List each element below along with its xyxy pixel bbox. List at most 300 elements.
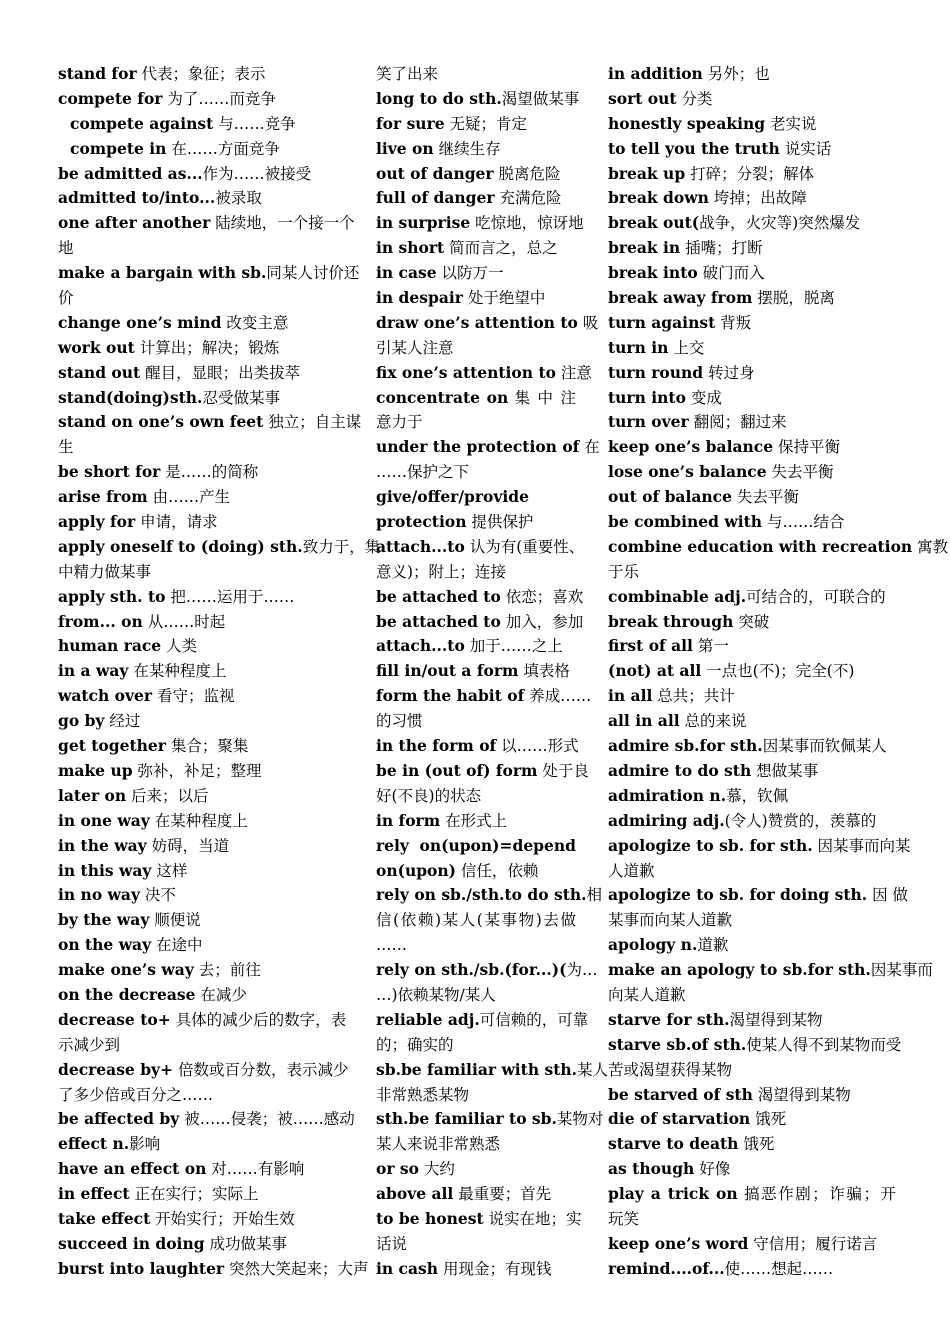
entry-meaning: 第一 bbox=[692, 637, 729, 656]
entry-meaning: 决不 bbox=[139, 886, 176, 905]
entry-phrase: make up bbox=[58, 760, 133, 780]
entry-phrase: be affected by bbox=[58, 1109, 180, 1129]
entry-line bbox=[608, 460, 896, 485]
entry-meaning: …… bbox=[376, 936, 407, 955]
entry-meaning: 成功做某事 bbox=[204, 1234, 287, 1253]
entry-meaning: 打碎；分裂；解体 bbox=[685, 164, 815, 183]
entry-line bbox=[608, 634, 896, 659]
entry-phrase: break up bbox=[608, 163, 686, 183]
entry-phrase: long to do sth. bbox=[376, 88, 502, 108]
entry-phrase: apply oneself to (doing) sth. bbox=[58, 536, 303, 556]
entry-line bbox=[376, 759, 589, 784]
entry-line bbox=[58, 510, 344, 535]
entry-line bbox=[376, 1232, 576, 1257]
column-3 bbox=[608, 62, 949, 1282]
entry-line bbox=[608, 311, 896, 336]
entry-meaning: 某人来说非常熟悉 bbox=[376, 1135, 501, 1154]
entry-line bbox=[376, 684, 592, 709]
entry-phrase: turn into bbox=[608, 387, 686, 407]
entry-meaning: 分类 bbox=[676, 89, 713, 108]
entry-meaning: ……保护之下 bbox=[376, 463, 470, 482]
entry-meaning: 保持平衡 bbox=[773, 438, 841, 457]
entry-phrase: take effect bbox=[58, 1208, 151, 1228]
entry-phrase: in a way bbox=[58, 661, 129, 681]
entry-meaning: 的习惯 bbox=[376, 712, 423, 731]
entry-line bbox=[376, 137, 576, 162]
entry-line bbox=[608, 585, 896, 610]
entry-line bbox=[58, 784, 344, 809]
entry-meaning: 致力于，集 bbox=[302, 537, 381, 556]
entry-meaning: 提供保护 bbox=[466, 513, 534, 532]
entry-line bbox=[58, 1058, 349, 1083]
entry-line bbox=[608, 958, 933, 983]
entry-meaning: 作为……被接受 bbox=[202, 164, 312, 183]
entry-meaning: (令人)赞赏的，羡慕的 bbox=[724, 811, 877, 830]
entry-meaning: 因某事而 bbox=[870, 961, 933, 980]
entry-meaning: 价 bbox=[58, 289, 74, 308]
entry-phrase: compete for bbox=[58, 88, 163, 108]
entry-line bbox=[58, 734, 344, 759]
entry-meaning: 在形式上 bbox=[440, 811, 508, 830]
entry-line bbox=[376, 1083, 576, 1108]
entry-meaning: 搞恶作剧；诈骗；开 bbox=[737, 1185, 896, 1204]
entry-meaning: 老实说 bbox=[765, 114, 817, 133]
entry-line bbox=[608, 87, 896, 112]
entry-line bbox=[376, 1257, 576, 1282]
entry-line bbox=[376, 784, 576, 809]
entry-phrase: remind....of... bbox=[608, 1258, 725, 1278]
entry-line bbox=[376, 311, 599, 336]
entry-meaning: 摆脱，脱离 bbox=[752, 289, 835, 308]
entry-phrase: draw one’s attention to bbox=[376, 312, 578, 332]
entry-phrase: change one’s mind bbox=[58, 312, 222, 332]
entry-meaning: 说实话 bbox=[779, 139, 832, 158]
entry-meaning: 示减少到 bbox=[58, 1035, 121, 1054]
entry-phrase: break down bbox=[608, 188, 709, 208]
entry-meaning: 破门而入 bbox=[697, 264, 765, 283]
entry-meaning: 对……有影响 bbox=[206, 1160, 305, 1179]
entry-line bbox=[58, 211, 355, 236]
entry-line bbox=[58, 560, 344, 585]
entry-line bbox=[58, 1107, 355, 1132]
entry-phrase: in the way bbox=[58, 835, 147, 855]
entry-line bbox=[376, 908, 576, 933]
entry-meaning: 战争，火灾等)突然爆发 bbox=[699, 214, 861, 233]
entry-phrase: break away from bbox=[608, 288, 753, 308]
entry-phrase: (not) at all bbox=[608, 661, 702, 681]
entry-meaning: 计算出；解决；锻炼 bbox=[134, 338, 280, 357]
entry-meaning: 处于良 bbox=[537, 761, 589, 780]
entry-line bbox=[58, 186, 344, 211]
entry-phrase: on(upon) bbox=[376, 860, 456, 880]
entry-phrase: for sure bbox=[376, 113, 445, 133]
entry-line bbox=[608, 1232, 896, 1257]
entry-line bbox=[608, 510, 896, 535]
entry-phrase: turn in bbox=[608, 337, 669, 357]
entry-meaning: 同某人讨价还 bbox=[266, 264, 360, 283]
entry-phrase: in the form of bbox=[376, 736, 497, 756]
entry-line bbox=[58, 908, 344, 933]
entry-line bbox=[376, 1182, 576, 1207]
column-1 bbox=[58, 62, 381, 1282]
entry-meaning: 总的来说 bbox=[679, 712, 747, 731]
entry-meaning: 申请，请求 bbox=[135, 513, 218, 532]
entry-line bbox=[58, 410, 362, 435]
entry-phrase: turn round bbox=[608, 362, 704, 382]
entry-phrase: in this way bbox=[58, 860, 152, 880]
entry-line bbox=[376, 958, 598, 983]
entry-meaning: 意力于 bbox=[376, 413, 423, 432]
entry-line bbox=[608, 435, 896, 460]
entry-phrase: reliable adj. bbox=[376, 1009, 480, 1029]
entry-phrase: turn against bbox=[608, 312, 716, 332]
entry-meaning: 使……想起…… bbox=[724, 1259, 834, 1278]
entry-meaning: 这样 bbox=[151, 861, 188, 880]
entry-line bbox=[376, 186, 576, 211]
entry-line bbox=[608, 1107, 896, 1132]
entry-phrase: on the way bbox=[58, 935, 152, 955]
entry-meaning: 吸 bbox=[577, 313, 599, 332]
entry-meaning: 苦或渴望获得某物 bbox=[608, 1060, 733, 1079]
entry-meaning: 背叛 bbox=[715, 313, 752, 332]
entry-phrase: attach...to bbox=[376, 636, 465, 656]
entry-phrase: succeed in doing bbox=[58, 1233, 205, 1253]
entry-line bbox=[58, 162, 344, 187]
entry-meaning: 某事而向某人道歉 bbox=[608, 911, 733, 930]
entry-meaning: 的；确实的 bbox=[376, 1035, 454, 1054]
entry-phrase: sth.be familiar to sb. bbox=[376, 1109, 557, 1129]
entry-phrase: be combined with bbox=[608, 512, 763, 532]
entry-meaning: 上交 bbox=[668, 338, 705, 357]
entry-line bbox=[608, 834, 911, 859]
entry-phrase: keep one’s word bbox=[608, 1233, 749, 1253]
entry-meaning: 信(依赖)某人(某事物)去做 bbox=[376, 911, 576, 930]
entry-line bbox=[376, 859, 576, 884]
entry-line bbox=[376, 87, 580, 112]
entry-meaning: 守信用；履行诺言 bbox=[748, 1234, 878, 1253]
entry-phrase: be admitted as... bbox=[58, 163, 203, 183]
entry-phrase: decrease by+ bbox=[58, 1059, 174, 1079]
entry-meaning: 由……产生 bbox=[147, 488, 231, 507]
entry-line bbox=[608, 386, 896, 411]
entry-phrase: one after another bbox=[58, 213, 211, 233]
entry-phrase: in no way bbox=[58, 885, 140, 905]
entry-line bbox=[376, 933, 576, 958]
entry-phrase: break out( bbox=[608, 213, 700, 233]
entry-meaning: 可信赖的，可靠 bbox=[479, 1010, 589, 1029]
entry-line bbox=[376, 410, 576, 435]
entry-line bbox=[376, 211, 584, 236]
entry-line bbox=[608, 410, 896, 435]
entry-meaning: 想做某事 bbox=[751, 761, 819, 780]
entry-meaning: 充满危险 bbox=[494, 189, 562, 208]
entry-meaning: 正在实行；实际上 bbox=[129, 1185, 259, 1204]
entry-meaning: 渴望得到某物 bbox=[752, 1085, 851, 1104]
entry-line bbox=[608, 684, 896, 709]
entry-meaning: 地 bbox=[58, 239, 74, 258]
entry-line bbox=[376, 286, 576, 311]
entry-meaning: 话说 bbox=[376, 1234, 408, 1253]
entry-line bbox=[58, 1033, 344, 1058]
entry-phrase: turn over bbox=[608, 412, 689, 432]
entry-phrase: out of danger bbox=[376, 163, 494, 183]
entry-phrase: apologize to sb. for doing sth. bbox=[608, 885, 868, 905]
entry-meaning: 醒目，显眼；出类拔萃 bbox=[140, 363, 301, 382]
entry-line bbox=[376, 361, 592, 386]
entry-phrase: sb.be familiar with sth. bbox=[376, 1059, 578, 1079]
entry-meaning: 慕，钦佩 bbox=[726, 786, 789, 805]
entry-meaning: 被……侵袭；被……感动 bbox=[179, 1110, 355, 1129]
entry-meaning: 后来；以后 bbox=[126, 786, 209, 805]
entry-meaning: 相 bbox=[586, 886, 603, 905]
entry-line bbox=[376, 1132, 576, 1157]
entry-line bbox=[58, 1083, 344, 1108]
entry-line bbox=[58, 485, 344, 510]
entry-phrase: admiring adj. bbox=[608, 810, 725, 830]
entry-phrase: make a bargain with sb. bbox=[58, 263, 267, 283]
entry-phrase: stand out bbox=[58, 362, 141, 382]
entry-phrase: watch over bbox=[58, 686, 153, 706]
entry-meaning: 突然大笑起来；大声 bbox=[224, 1259, 369, 1278]
entry-line bbox=[608, 883, 909, 908]
entry-meaning: 加入，参加 bbox=[500, 612, 584, 631]
entry-phrase: combine education with recreation bbox=[608, 536, 913, 556]
entry-meaning: 翻阅；翻过来 bbox=[688, 413, 787, 432]
entry-line bbox=[58, 1207, 344, 1232]
entry-phrase: full of danger bbox=[376, 188, 495, 208]
entry-line bbox=[58, 585, 344, 610]
entry-meaning: 玩笑 bbox=[608, 1209, 640, 1228]
entry-meaning: 在途中 bbox=[151, 936, 203, 955]
entry-phrase: decrease to+ bbox=[58, 1009, 171, 1029]
entry-phrase: admire sb.for sth. bbox=[608, 736, 763, 756]
entry-line bbox=[608, 734, 896, 759]
entry-meaning: 与……结合 bbox=[762, 513, 845, 532]
entry-line bbox=[608, 809, 896, 834]
entry-phrase: starve to death bbox=[608, 1134, 739, 1154]
entry-line bbox=[608, 784, 896, 809]
entry-meaning: 人道歉 bbox=[608, 861, 655, 880]
entry-line bbox=[58, 859, 344, 884]
entry-meaning: 寓教 bbox=[912, 537, 949, 556]
entry-phrase: be attached to bbox=[376, 586, 501, 606]
entry-line bbox=[376, 883, 603, 908]
entry-line bbox=[58, 261, 360, 286]
entry-line bbox=[58, 610, 344, 635]
entry-phrase: apologize to sb. for sth. bbox=[608, 835, 813, 855]
entry-phrase: protection bbox=[376, 512, 467, 532]
entry-phrase: break through bbox=[608, 611, 734, 631]
entry-meaning: 改变主意 bbox=[221, 313, 289, 332]
entry-meaning: 一点也(不)；完全(不) bbox=[701, 662, 855, 681]
entry-meaning: 与……竞争 bbox=[213, 114, 296, 133]
entry-phrase: break into bbox=[608, 263, 698, 283]
entry-phrase: have an effect on bbox=[58, 1159, 207, 1179]
entry-phrase: under the protection of bbox=[376, 437, 580, 457]
entry-phrase: in all bbox=[608, 686, 653, 706]
entry-meaning: 从……时起 bbox=[142, 612, 226, 631]
entry-meaning: 顺便说 bbox=[149, 911, 201, 930]
entry-meaning: 人类 bbox=[161, 637, 198, 656]
entry-meaning: 说实在地；实 bbox=[483, 1209, 582, 1228]
entry-line bbox=[608, 286, 896, 311]
entry-meaning: 注意 bbox=[555, 363, 592, 382]
entry-meaning: 道歉 bbox=[697, 936, 729, 955]
entry-meaning: 在某种程度上 bbox=[149, 811, 248, 830]
entry-phrase: keep one’s balance bbox=[608, 437, 774, 457]
entry-line bbox=[376, 261, 576, 286]
entry-phrase: apology n. bbox=[608, 935, 698, 955]
entry-line bbox=[608, 1058, 896, 1083]
entry-phrase: admiration n. bbox=[608, 785, 727, 805]
entry-line bbox=[58, 286, 344, 311]
entry-line bbox=[608, 1083, 896, 1108]
entry-line bbox=[376, 510, 576, 535]
entry-phrase: admitted to/into... bbox=[58, 188, 216, 208]
entry-phrase: be short for bbox=[58, 462, 161, 482]
entry-line bbox=[376, 709, 576, 734]
entry-meaning: 因 做 bbox=[867, 886, 909, 905]
entry-phrase: sort out bbox=[608, 88, 677, 108]
entry-meaning: 填表格 bbox=[518, 662, 570, 681]
entry-meaning: 被录取 bbox=[215, 189, 262, 208]
entry-meaning: 在减少 bbox=[195, 985, 247, 1004]
entry-phrase: first of all bbox=[608, 636, 693, 656]
entry-meaning: 倍数或百分数，表示减少 bbox=[173, 1060, 349, 1079]
entry-line bbox=[376, 585, 584, 610]
entry-meaning: 去；前往 bbox=[193, 961, 261, 980]
entry-line bbox=[608, 983, 896, 1008]
entry-phrase: stand for bbox=[58, 64, 137, 83]
entry-phrase: fill in/out a form bbox=[376, 661, 519, 681]
entry-line bbox=[376, 62, 576, 87]
entry-phrase: compete against bbox=[70, 113, 214, 133]
entry-meaning: 处于绝望中 bbox=[462, 289, 546, 308]
entry-phrase: in despair bbox=[376, 288, 463, 308]
entry-line bbox=[58, 834, 344, 859]
entry-line bbox=[58, 361, 344, 386]
entry-phrase: burst into laughter bbox=[58, 1258, 225, 1278]
entry-line bbox=[608, 933, 896, 958]
entry-meaning: 独立；自主谋 bbox=[263, 413, 362, 432]
entry-phrase: live on bbox=[376, 138, 434, 158]
entry-phrase: or so bbox=[376, 1159, 419, 1179]
entry-meaning: 认为有(重要性、 bbox=[464, 537, 585, 556]
entry-line bbox=[376, 112, 576, 137]
entry-line bbox=[376, 162, 576, 187]
entry-line bbox=[58, 336, 344, 361]
entry-line bbox=[58, 137, 344, 162]
entry-meaning: 可结合的，可联合的 bbox=[746, 587, 886, 606]
entry-meaning: 脱离危险 bbox=[493, 164, 561, 183]
entry-meaning: 渴望得到某物 bbox=[729, 1010, 823, 1029]
entry-line bbox=[58, 112, 344, 137]
entry-meaning: 继续生存 bbox=[433, 139, 501, 158]
entry-line bbox=[608, 1008, 896, 1033]
entry-phrase: later on bbox=[58, 785, 127, 805]
entry-meaning: 引某人注意 bbox=[376, 338, 454, 357]
entry-meaning: 在某种程度上 bbox=[128, 662, 227, 681]
entry-line bbox=[58, 535, 381, 560]
entry-phrase: all in all bbox=[608, 711, 680, 731]
entry-phrase: rely on sb./sth.to do sth. bbox=[376, 885, 587, 905]
entry-phrase: fix one’s attention to bbox=[376, 362, 556, 382]
entry-line bbox=[608, 859, 896, 884]
entry-line bbox=[58, 311, 344, 336]
entry-line bbox=[58, 684, 344, 709]
entry-line bbox=[58, 958, 344, 983]
entry-meaning: 吃惊地，惊讶地 bbox=[470, 214, 584, 233]
entry-phrase: honestly speaking bbox=[608, 113, 766, 133]
entry-meaning: 为了……而竞争 bbox=[162, 89, 276, 108]
entry-line bbox=[608, 112, 896, 137]
entry-line bbox=[608, 62, 896, 87]
entry-phrase: work out bbox=[58, 337, 135, 357]
entry-line bbox=[608, 908, 896, 933]
entry-meaning: 为… bbox=[566, 961, 598, 980]
entry-line bbox=[58, 1157, 344, 1182]
entry-line bbox=[608, 659, 896, 684]
entry-meaning: 向某人道歉 bbox=[608, 985, 686, 1004]
entry-phrase: make one’s way bbox=[58, 960, 194, 980]
entry-line bbox=[58, 759, 344, 784]
entry-phrase: starve for sth. bbox=[608, 1009, 730, 1029]
entry-meaning: 把……运用于…… bbox=[165, 587, 295, 606]
entry-meaning: 依恋；喜欢 bbox=[500, 587, 584, 606]
entry-line bbox=[58, 659, 344, 684]
entry-line bbox=[376, 435, 600, 460]
entry-line bbox=[608, 535, 949, 560]
entry-phrase: effect n. bbox=[58, 1134, 130, 1154]
entry-meaning: 总共；共计 bbox=[652, 687, 735, 706]
entry-meaning: 弥补，补足；整理 bbox=[132, 761, 262, 780]
entry-line bbox=[58, 435, 344, 460]
entry-line bbox=[376, 734, 579, 759]
entry-line bbox=[58, 634, 344, 659]
entry-line bbox=[376, 485, 576, 510]
entry-meaning: 以……形式 bbox=[496, 737, 579, 756]
entry-meaning: 在 bbox=[579, 438, 600, 457]
entry-phrase: arise from bbox=[58, 487, 148, 507]
entry-line bbox=[376, 1107, 604, 1132]
entry-line bbox=[608, 1132, 896, 1157]
entry-meaning: 饿死 bbox=[738, 1135, 775, 1154]
entry-line bbox=[608, 1182, 896, 1207]
entry-line bbox=[376, 236, 576, 261]
entry-line bbox=[58, 983, 344, 1008]
entry-meaning: 具体的减少后的数字，表 bbox=[170, 1010, 347, 1029]
entry-phrase: in effect bbox=[58, 1184, 130, 1204]
entry-line bbox=[376, 1033, 576, 1058]
entry-line bbox=[376, 386, 576, 411]
entry-meaning: 妨碍，当道 bbox=[146, 836, 230, 855]
entry-line bbox=[376, 1008, 589, 1033]
entry-phrase: human race bbox=[58, 636, 162, 656]
entry-meaning: 忍受做某事 bbox=[202, 388, 280, 407]
entry-meaning: 用现金；有现钱 bbox=[438, 1259, 552, 1278]
entry-phrase: apply sth. to bbox=[58, 586, 166, 606]
entry-meaning: 失去平衡 bbox=[731, 488, 799, 507]
entry-line bbox=[376, 659, 576, 684]
entry-line bbox=[608, 137, 896, 162]
entry-line bbox=[58, 236, 344, 261]
entry-phrase: lose one’s balance bbox=[608, 462, 767, 482]
entry-phrase: stand on one’s own feet bbox=[58, 412, 264, 432]
entry-phrase: die of starvation bbox=[608, 1109, 751, 1129]
entry-meaning: 突破 bbox=[733, 612, 770, 631]
entry-line bbox=[608, 1157, 896, 1182]
entry-line bbox=[58, 709, 344, 734]
